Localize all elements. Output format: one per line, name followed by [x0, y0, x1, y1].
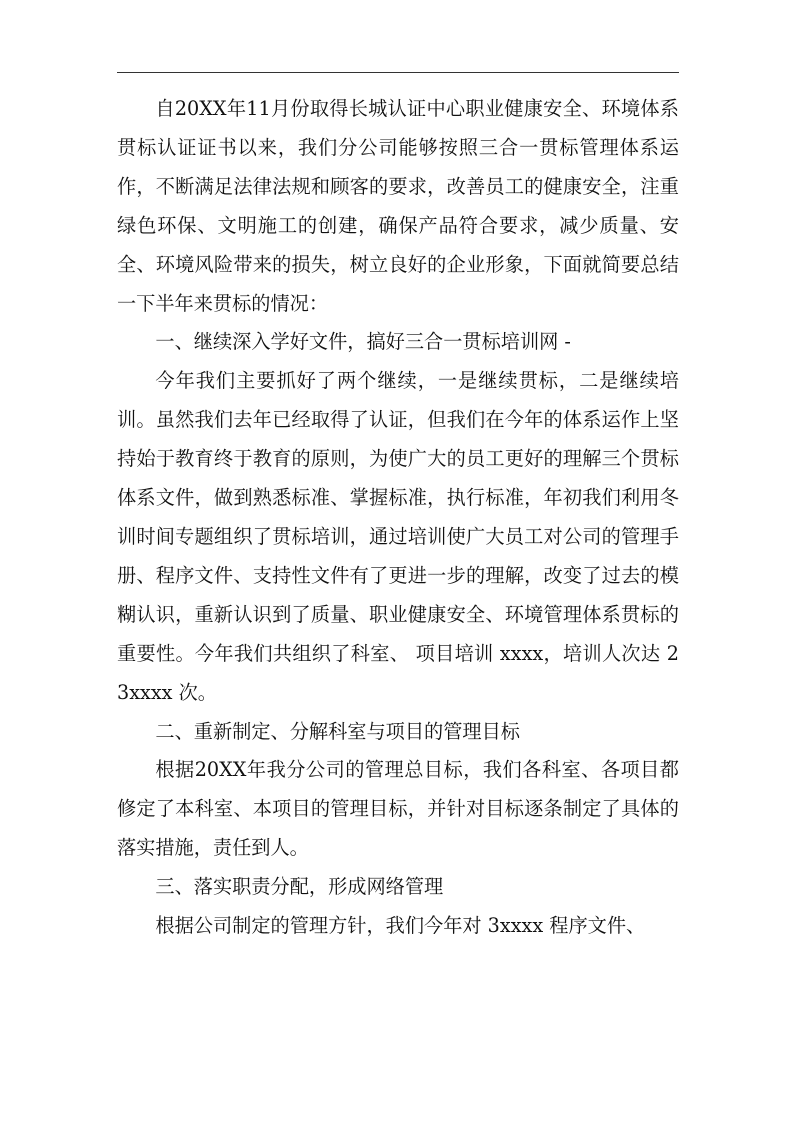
document-body [117, 90, 679, 946]
intro-paragraph: 自20XX年11月份取得长城认证中心职业健康安全、环境体系贯标认证证书以来，我们分公司能够按照三合一贯标管理体系运作，不断满足法律法规和顾客的要求，改善员工的健康安全，注重绿色环保、文明施工的创建，确保产品符合要求，减少质量、安全、环境风险带来的损失，树立良好的企业形象，下面就简要总结一下半年来贯标的情况： [117, 97, 679, 315]
section-heading-3: 三、落实职责分配，形成网络管理 [155, 875, 444, 899]
section-2-paragraph: 根据20XX年我分公司的管理总目标，我们各科室、各项目都修定了本科室、本项目的管理目标，并针对目标逐条制定了具体的落实措施，责任到人。 [117, 758, 679, 860]
section-1-paragraph: 今年我们主要抓好了两个继续，一是继续贯标，二是继续培训。虽然我们去年已经取得了认证，但我们在今年的体系运作上坚持始于教育终于教育的原则，为使广大的员工更好的理解三个贯标体系文件，做到熟悉标准、掌握标准，执行标准，年初我们利用冬训时间专题组织了贯标培训，通过培训使广大员工对公司的管理手册、程序文件、支持性文件有了更进一步的理解，改变了过去的模糊认识，重新认识到了质量、职业健康安全、环境管理体系贯标的重要性。今年我们共组织了科室、 项目培训 xxxx，培训人次达 23xxxx 次。 [117, 369, 679, 704]
section-3-paragraph: 根据公司制定的管理方针，我们今年对 3xxxx 程序文件、 [155, 914, 646, 938]
header-rule [117, 72, 679, 73]
section-heading-2: 二、重新制定、分解科室与项目的管理目标 [155, 719, 520, 743]
section-heading-1: 一、继续深入学好文件，搞好三合一贯标培训网 - [155, 330, 571, 354]
